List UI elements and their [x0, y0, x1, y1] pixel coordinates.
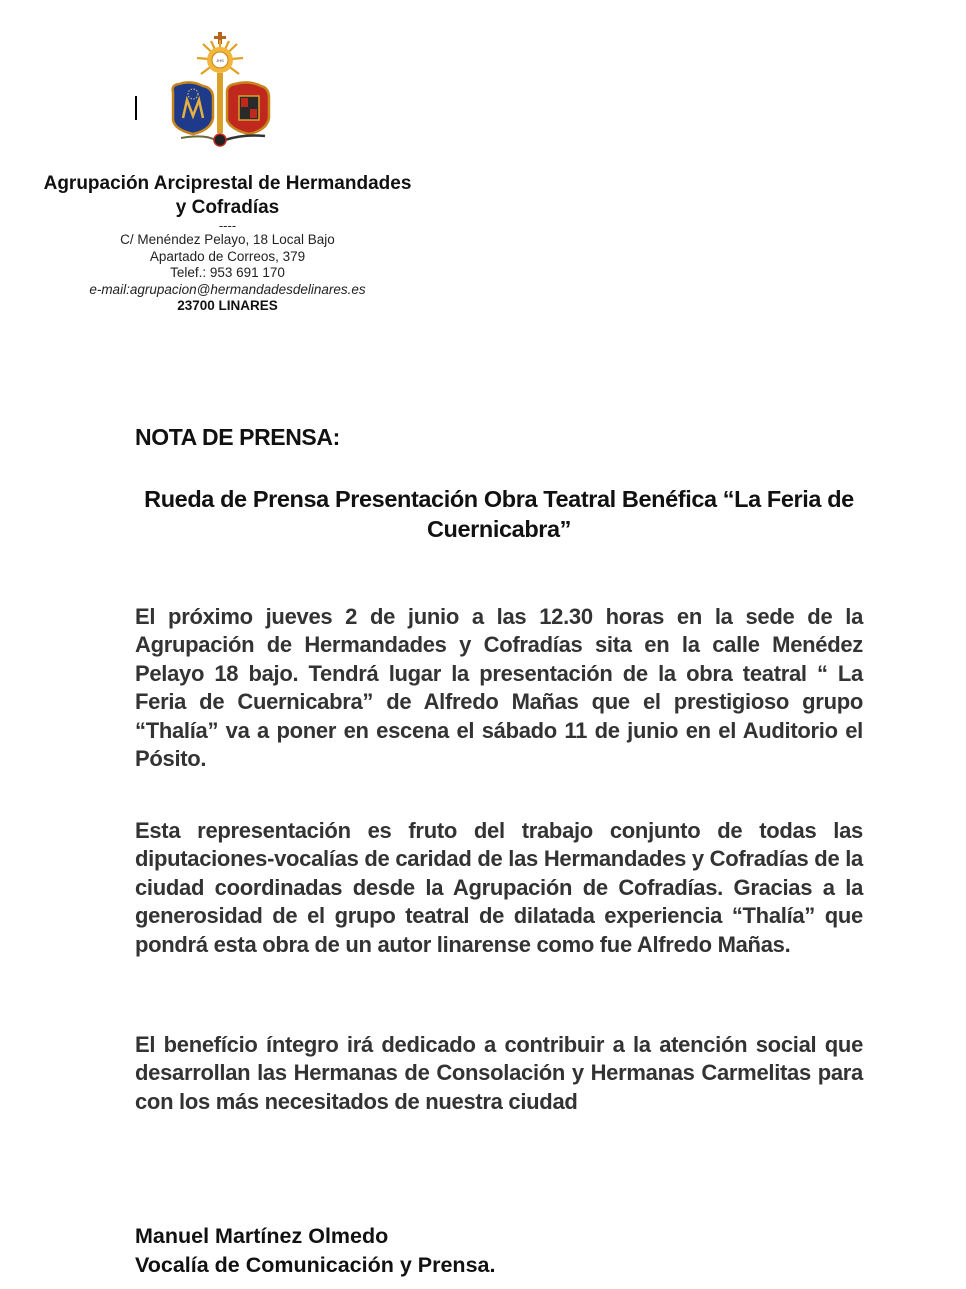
email: e-mail:agrupacion@hermandadesdelinares.es [89, 281, 366, 297]
organization-name: Agrupación Arciprestal de Hermandades [43, 173, 412, 194]
svg-text:JHS: JHS [216, 58, 224, 63]
letterhead [30, 172, 425, 314]
religious-emblem-icon [165, 30, 275, 150]
phone: Telef.: 953 691 170 [170, 265, 285, 280]
paragraph-3: El benefício íntegro irá dedicado a contribuir a la atención social que desarrollan las Hermanas de Consolación y Hermanas Carmelitas para con los más necesitados de nuestra ciudad [135, 1032, 863, 1114]
po-box: Apartado de Correos, 379 [149, 248, 306, 264]
logo [165, 30, 275, 150]
text-cursor [135, 96, 137, 120]
signature [135, 1222, 495, 1280]
city: 23700 LINARES [177, 298, 278, 313]
signature-role: Vocalía de Comunicación y Prensa. [135, 1253, 496, 1277]
document-label: NOTA DE PRENSA: [135, 424, 340, 450]
paragraph-2: Esta representación es fruto del trabajo conjunto de todas las diputaciones-vocalías de caridad de las Hermandades y Cofradías de la ciudad coordinadas desde la Agrupación de Cofradías. Gracias a la generosidad de el grupo teatral de dilatada experiencia “Thalía” que pondrá esta obra de un autor linarense como fue Alfredo Mañas. [135, 818, 863, 957]
organization-name-line2: y Cofradías [175, 197, 280, 218]
signature-name: Manuel Martínez Olmedo [135, 1224, 389, 1248]
headline: Rueda de Prensa Presentación Obra Teatral Benéfica “La Feria de Cuernicabra” [144, 486, 854, 542]
address: C/ Menéndez Pelayo, 18 Local Bajo [120, 232, 335, 247]
separator: ---- [218, 218, 237, 233]
paragraph-1: El próximo jueves 2 de junio a las 12.30 horas en la sede de la Agrupación de Hermandades y Cofradías sita en la calle Menédez Pelayo 18 bajo. Tendrá lugar la presentación de la obra teatral “ La Feria de Cuernicabra” de Alfredo Mañas que el prestigioso grupo “Thalía” va a poner en escena el sábado 11 de junio en el Auditorio el Pósito. [135, 604, 863, 772]
